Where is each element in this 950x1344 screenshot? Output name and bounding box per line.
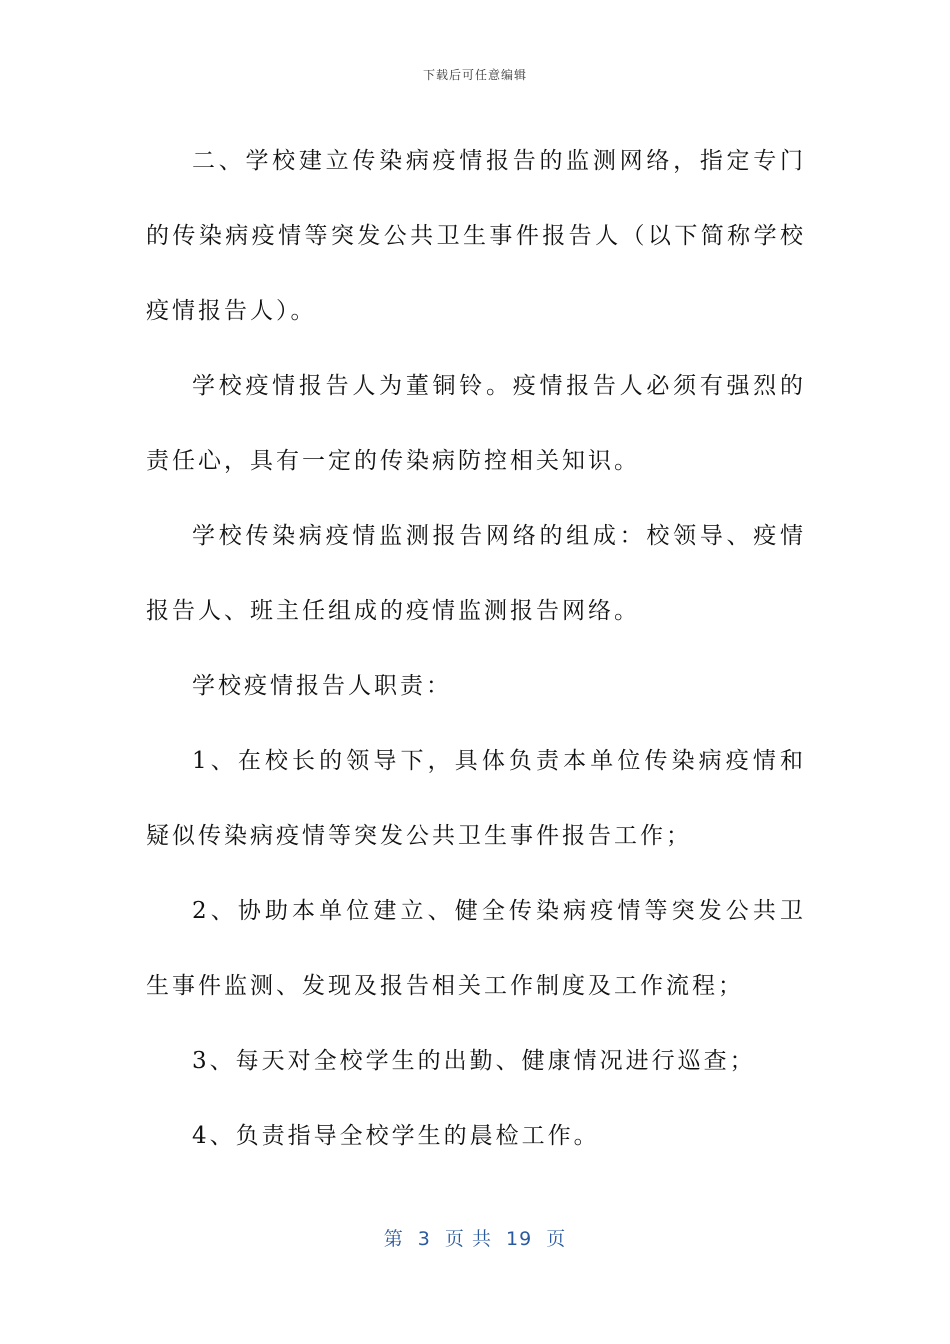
paragraph: 学校传染病疫情监测报告网络的组成：校领导、疫情报告人、班主任组成的疫情监测报告网络。 [146,523,806,624]
paragraph: 3、每天对全校学生的出勤、健康情况进行巡查； [192,1048,756,1074]
paragraph: 学校疫情报告人职责： [192,673,452,699]
paragraph: 4、负责指导全校学生的晨检工作。 [192,1123,600,1149]
page-number-footer: 第 3 页 共 19 页 [383,1228,567,1250]
paragraph: 二、学校建立传染病疫情报告的监测网络，指定专门的传染病疫情等突发公共卫生事件报告人（以下简称学校疫情报告人）。 [146,148,806,324]
header-note: 下载后可任意编辑 [422,68,527,82]
paragraph: 2、协助本单位建立、健全传染病疫情等突发公共卫生事件监测、发现及报告相关工作制度及工作流程； [146,898,806,999]
document-body [146,124,806,1174]
paragraph: 1、在校长的领导下，具体负责本单位传染病疫情和疑似传染病疫情等突发公共卫生事件报告工作； [146,748,806,849]
paragraph: 学校疫情报告人为董铜铃。疫情报告人必须有强烈的责任心，具有一定的传染病防控相关知识。 [146,373,806,474]
